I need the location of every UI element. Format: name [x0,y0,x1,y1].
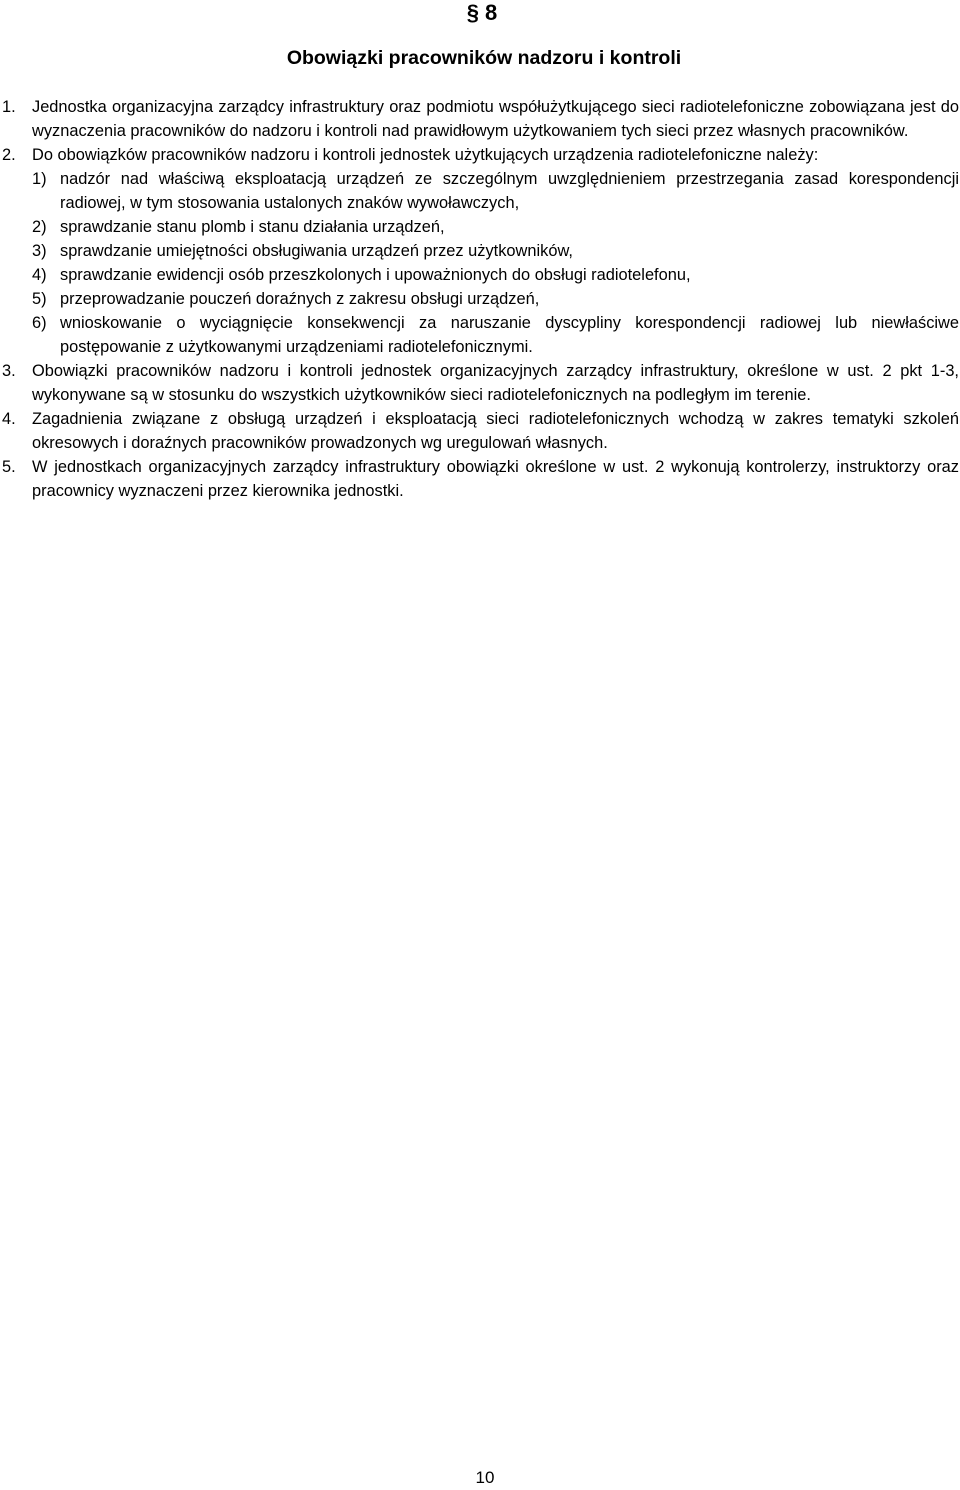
document-body [2,95,959,503]
paragraph-text: W jednostkach organizacyjnych zarządcy infrastruktury obowiązki określone w ust. 2 wykonują kontrolerzy, instruktorzy oraz pracownicy wyznaczeni przez kierownika jednostki. [32,458,959,500]
paragraph-5 [2,455,959,503]
list-item-number: 2) [32,218,47,236]
list-item [32,263,959,287]
list-item-number: 4) [32,266,47,284]
list-item-text: sprawdzanie umiejętności obsługiwania urządzeń przez użytkowników, [60,242,573,260]
section-mark: § 8 [466,0,498,25]
paragraph-number: 3. [2,362,16,380]
page-number: 10 [475,1468,495,1487]
list-item-text: nadzór nad właściwą eksploatacją urządzeń ze szczególnym uwzględnieniem przestrzegania zasad korespondencji radiowej, w tym stosowania ustalonych znaków wywoławczych, [60,170,959,212]
list-item-number: 6) [32,314,47,332]
list-item-text: przeprowadzanie pouczeń doraźnych z zakresu obsługi urządzeń, [60,290,540,308]
list-item [32,239,959,263]
paragraph-1 [2,95,959,143]
list-item [32,287,959,311]
list-item-number: 5) [32,290,47,308]
list-item-number: 1) [32,170,47,188]
paragraph-text: Do obowiązków pracowników nadzoru i kontroli jednostek użytkujących urządzenia radiotelefoniczne należy: [32,146,819,164]
paragraph-2 [2,143,959,359]
list-item [32,215,959,239]
paragraph-number: 2. [2,146,16,164]
list-item [32,311,959,359]
page-title: Obowiązki pracowników nadzoru i kontroli [286,47,682,69]
paragraph-number: 1. [2,98,16,116]
paragraph-3 [2,359,959,407]
list-item-text: sprawdzanie ewidencji osób przeszkolonych i upoważnionych do obsługi radiotelefonu, [60,266,691,284]
paragraph-text: Zagadnienia związane z obsługą urządzeń i eksploatacją sieci radiotelefonicznych wchodzą w zakres tematyki szkoleń okresowych i doraźnych pracowników prowadzonych wg uregulowań własnych. [32,410,959,452]
paragraph-number: 4. [2,410,16,428]
paragraph-number: 5. [2,458,16,476]
paragraph-text: Obowiązki pracowników nadzoru i kontroli jednostek organizacyjnych zarządcy infrastruktury, określone w ust. 2 pkt 1-3, wykonywane są w stosunku do wszystkich użytkowników sieci radiotelefonicznych na podległym im terenie. [32,362,959,404]
list-item-text: sprawdzanie stanu plomb i stanu działania urządzeń, [60,218,445,236]
paragraph-text: Jednostka organizacyjna zarządcy infrastruktury oraz podmiotu współużytkującego sieci radiotelefoniczne zobowiązana jest do wyznaczenia pracowników do nadzoru i kontroli nad prawidłowym użytkowaniem tych sieci przez własnych pracowników. [32,98,959,140]
list-item [32,167,959,215]
paragraph-4 [2,407,959,455]
list-item-text: wnioskowanie o wyciągnięcie konsekwencji za naruszanie dyscypliny korespondencji radiowej lub niewłaściwe postępowanie z użytkowanymi urządzeniami radiotelefonicznymi. [60,314,959,356]
list-item-number: 3) [32,242,47,260]
